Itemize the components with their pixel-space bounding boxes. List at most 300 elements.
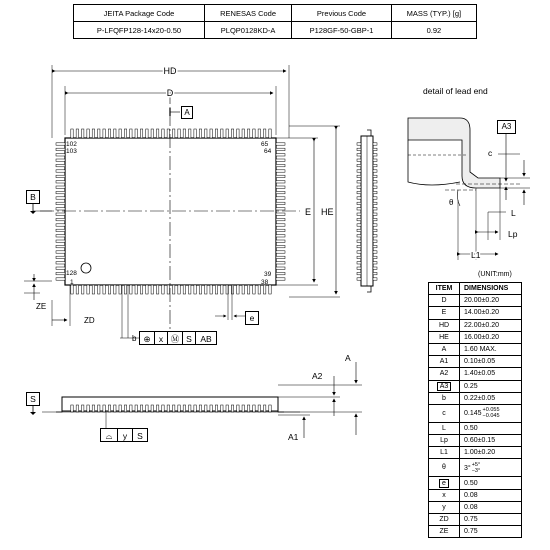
datum-s-ref: S <box>133 428 148 442</box>
lead <box>199 129 201 138</box>
lead <box>56 245 65 247</box>
front-side-view <box>30 353 362 442</box>
a2-label: A2 <box>312 371 323 381</box>
lead <box>357 267 361 269</box>
item-cell <box>429 380 460 392</box>
dimension-value: 1.40±0.05 <box>464 370 496 378</box>
lead <box>56 262 65 264</box>
lead <box>56 218 65 220</box>
item-name: D <box>441 297 447 305</box>
dimension-cell <box>460 435 522 447</box>
item-name: L <box>442 424 446 432</box>
lead <box>221 405 223 412</box>
lead <box>151 129 153 138</box>
lead <box>194 285 196 294</box>
lead <box>215 405 217 412</box>
lead <box>253 405 255 412</box>
lead <box>276 256 285 258</box>
header-cell: Previous Code <box>292 5 392 22</box>
lead <box>373 267 377 269</box>
item-name: L1 <box>440 449 448 457</box>
lead <box>357 175 361 177</box>
lead <box>151 285 153 294</box>
lead <box>119 129 121 138</box>
pin-64-label: 64 <box>264 148 272 155</box>
lead <box>56 143 65 145</box>
lead <box>276 245 285 247</box>
dimension-value: 3° <box>464 464 471 472</box>
b-label: b <box>132 334 137 343</box>
lead <box>276 272 285 274</box>
pin1-index-mark <box>81 263 91 273</box>
lead <box>56 186 65 188</box>
dimension-value: 0.25 <box>464 382 478 390</box>
zd-label: ZD <box>84 316 95 325</box>
lead <box>373 181 377 183</box>
item-cell <box>429 331 460 343</box>
table-row <box>429 319 522 331</box>
lead <box>231 129 233 138</box>
lead <box>172 129 174 138</box>
lead <box>205 405 207 412</box>
lead <box>237 129 239 138</box>
dimension-value: 1.00±0.20 <box>464 449 496 457</box>
table-row <box>429 392 522 404</box>
lead <box>76 405 78 412</box>
dimension-cell <box>460 368 522 380</box>
header-cell: MASS (TYP.) [g] <box>391 5 476 22</box>
lead <box>162 285 164 294</box>
lead <box>56 175 65 177</box>
lead <box>199 285 201 294</box>
lead <box>357 272 361 274</box>
package-body <box>65 138 276 285</box>
lead <box>276 170 285 172</box>
table-row <box>429 295 522 307</box>
lead <box>357 251 361 253</box>
lead <box>357 262 361 264</box>
dimension-cell <box>460 422 522 434</box>
lead <box>263 405 265 412</box>
dimension-cell <box>460 514 522 526</box>
item-cell <box>429 435 460 447</box>
header-cell: JEITA Package Code <box>74 5 205 22</box>
table-row <box>429 459 522 477</box>
lead <box>103 285 105 294</box>
lead <box>276 224 285 226</box>
lead <box>276 208 285 210</box>
mmc-symbol-icon: Ⓜ <box>168 331 183 345</box>
lead <box>373 278 377 280</box>
lead <box>135 405 137 412</box>
lead <box>357 245 361 247</box>
item-name: y <box>442 503 446 511</box>
dimension-cell <box>460 447 522 459</box>
lead <box>247 285 249 294</box>
lead <box>373 164 377 166</box>
dimension-cell <box>460 392 522 404</box>
lead <box>357 278 361 280</box>
lead <box>357 229 361 231</box>
datum-a-box: A <box>181 106 193 119</box>
pin-1-label: 1 <box>70 279 74 286</box>
lead <box>194 129 196 138</box>
lead <box>357 154 361 156</box>
dimension-cell <box>460 526 522 538</box>
lead <box>276 240 285 242</box>
lead <box>135 285 137 294</box>
table-row <box>429 435 522 447</box>
position-tolerance-frame <box>139 331 217 345</box>
lead <box>71 285 73 294</box>
dimension-value: 0.22±0.05 <box>464 394 496 402</box>
tolerance-stack <box>483 407 500 419</box>
lead <box>276 154 285 156</box>
lead <box>357 202 361 204</box>
lead <box>98 129 100 138</box>
e-label: E <box>305 207 312 217</box>
lead <box>124 285 126 294</box>
item-name: HD <box>438 321 450 329</box>
lead <box>276 159 285 161</box>
lead <box>194 405 196 412</box>
lead <box>357 181 361 183</box>
left-leads <box>56 143 65 280</box>
item-name: A2 <box>439 370 449 378</box>
l1-label: L1 <box>471 250 481 260</box>
lead <box>156 405 158 412</box>
tolerance-value: +0.055 <box>482 407 500 414</box>
lead <box>56 191 65 193</box>
flatness-symbol-icon: ⌓ <box>100 428 118 442</box>
lead <box>237 285 239 294</box>
table-row <box>429 331 522 343</box>
lead <box>189 285 191 294</box>
hd-label: HD <box>163 66 177 76</box>
lead <box>71 405 73 412</box>
lead <box>56 197 65 199</box>
table-row <box>429 514 522 526</box>
dimensions-table <box>428 282 522 538</box>
item-cell <box>429 368 460 380</box>
lead <box>276 186 285 188</box>
dimensions-header-cell: DIMENSIONS <box>460 283 522 295</box>
lead <box>373 186 377 188</box>
lead <box>199 405 201 412</box>
lead <box>276 175 285 177</box>
lp-label: Lp <box>508 229 518 239</box>
dimension-value: 0.75 <box>464 528 478 536</box>
datum-b-box: B <box>26 190 40 204</box>
lead <box>357 197 361 199</box>
dimension-cell <box>460 477 522 489</box>
lead <box>258 405 260 412</box>
c-label: c <box>488 148 493 158</box>
lead <box>263 285 265 294</box>
item-name: A <box>441 346 447 354</box>
a1-label: A1 <box>288 432 299 442</box>
lead <box>373 159 377 161</box>
lead <box>357 148 361 150</box>
l-label: L <box>511 208 516 218</box>
lead <box>247 405 249 412</box>
item-name: HE <box>439 333 449 341</box>
lead <box>276 202 285 204</box>
lead <box>357 191 361 193</box>
lead <box>205 285 207 294</box>
lead <box>215 129 217 138</box>
dimension-cell <box>460 295 522 307</box>
lead <box>162 405 164 412</box>
item-name: b <box>442 394 446 402</box>
item-cell <box>429 514 460 526</box>
table-row <box>429 489 522 501</box>
lead <box>357 224 361 226</box>
lead <box>373 218 377 220</box>
lead <box>258 285 260 294</box>
lead <box>258 129 260 138</box>
lead <box>357 256 361 258</box>
dimension-value: 0.10±0.05 <box>464 358 496 366</box>
datum-s-ref: S <box>183 331 196 345</box>
lead <box>56 164 65 166</box>
lead <box>140 285 142 294</box>
lead <box>146 285 148 294</box>
lead <box>114 129 116 138</box>
lead <box>276 278 285 280</box>
lead <box>276 148 285 150</box>
datum-a3-box: A3 <box>497 120 516 134</box>
lead <box>56 235 65 237</box>
lead <box>146 129 148 138</box>
lead <box>357 213 361 215</box>
table-row <box>429 343 522 355</box>
lead <box>87 129 89 138</box>
lead <box>276 164 285 166</box>
pin-65-label: 65 <box>261 141 269 148</box>
lead <box>357 170 361 172</box>
item-cell <box>429 319 460 331</box>
value-cell: 0.92 <box>391 22 476 39</box>
lead <box>189 405 191 412</box>
dimension-value: 14.00±0.20 <box>464 309 499 317</box>
ze-label: ZE <box>36 302 47 311</box>
lead <box>373 213 377 215</box>
tolerance-x: x <box>155 331 168 345</box>
dimension-cell <box>460 307 522 319</box>
lead <box>357 208 361 210</box>
lead <box>56 159 65 161</box>
lead <box>263 129 265 138</box>
item-cell <box>429 459 460 477</box>
lead <box>269 285 271 294</box>
lead <box>124 129 126 138</box>
lead <box>253 285 255 294</box>
lead <box>373 229 377 231</box>
lead <box>56 272 65 274</box>
lead <box>178 405 180 412</box>
item-name: ZD <box>439 516 449 524</box>
lead <box>108 405 110 412</box>
table-row <box>429 368 522 380</box>
dimension-cell <box>460 404 522 422</box>
item-name: θ <box>442 464 446 472</box>
item-cell <box>429 307 460 319</box>
lead <box>276 267 285 269</box>
tolerance-value: −0.045 <box>482 413 500 420</box>
item-cell <box>429 343 460 355</box>
item-cell <box>429 477 460 489</box>
pin-39-label: 39 <box>264 271 272 278</box>
position-symbol-icon: ⊕ <box>139 331 155 345</box>
lead <box>172 285 174 294</box>
lead <box>103 129 105 138</box>
lead <box>56 148 65 150</box>
lead <box>373 143 377 145</box>
table-row <box>429 380 522 392</box>
lead <box>276 262 285 264</box>
lead <box>231 285 233 294</box>
lead <box>373 154 377 156</box>
lead <box>98 405 100 412</box>
lead <box>82 285 84 294</box>
lead <box>253 129 255 138</box>
lead <box>82 405 84 412</box>
lead <box>373 235 377 237</box>
lead <box>183 129 185 138</box>
lead <box>242 405 244 412</box>
lead <box>247 129 249 138</box>
pin-128-label: 128 <box>66 270 77 277</box>
lead <box>242 285 244 294</box>
value-cell: P128GF-50-GBP-1 <box>292 22 392 39</box>
item-name: x <box>442 491 446 499</box>
lead <box>56 256 65 258</box>
lead <box>167 405 169 412</box>
dimension-cell <box>460 380 522 392</box>
right-leads <box>276 143 285 280</box>
lead <box>146 405 148 412</box>
lead <box>92 285 94 294</box>
item-cell <box>429 422 460 434</box>
lead <box>178 129 180 138</box>
lead <box>119 285 121 294</box>
dimension-value: 1.60 MAX. <box>464 346 497 354</box>
dimension-cell <box>460 356 522 368</box>
lead <box>357 143 361 145</box>
lead <box>114 285 116 294</box>
right-side-view <box>357 130 377 292</box>
lead <box>373 245 377 247</box>
lead <box>357 240 361 242</box>
lead <box>92 405 94 412</box>
lead <box>167 129 169 138</box>
item-cell <box>429 501 460 513</box>
a-label: A <box>345 353 351 363</box>
lead <box>103 405 105 412</box>
item-name: A3 <box>437 382 452 391</box>
dimension-value: 20.00±0.20 <box>464 297 499 305</box>
datum-s-box: S <box>26 392 40 406</box>
lead <box>221 285 223 294</box>
dimension-cell <box>460 501 522 513</box>
lead <box>373 256 377 258</box>
dimension-cell <box>460 331 522 343</box>
e-pitch-box: e <box>245 311 259 325</box>
table-row <box>429 404 522 422</box>
lead <box>269 129 271 138</box>
lead <box>151 405 153 412</box>
lead <box>276 181 285 183</box>
dimension-value: 0.50 <box>464 479 478 487</box>
lead <box>210 129 212 138</box>
header-cell: RENESAS Code <box>204 5 291 22</box>
lead <box>373 197 377 199</box>
tolerance-y: y <box>118 428 133 442</box>
lead <box>357 218 361 220</box>
lead <box>276 143 285 145</box>
lead <box>183 405 185 412</box>
dimensions-header-row <box>429 283 522 295</box>
dimension-value: 0.08 <box>464 503 478 511</box>
lead <box>119 405 121 412</box>
lead <box>56 181 65 183</box>
lead <box>373 148 377 150</box>
lead <box>130 285 132 294</box>
dimension-value: 22.00±0.20 <box>464 321 499 329</box>
lead <box>56 240 65 242</box>
lead <box>357 235 361 237</box>
table-row <box>429 447 522 459</box>
lead <box>92 129 94 138</box>
pin-102-label: 102 <box>66 141 77 148</box>
lead <box>124 405 126 412</box>
lead <box>87 405 89 412</box>
lead <box>56 170 65 172</box>
item-name: c <box>442 409 446 417</box>
lead <box>140 129 142 138</box>
theta-label: θ <box>449 198 454 207</box>
lead <box>82 129 84 138</box>
lead <box>215 285 217 294</box>
lead <box>183 285 185 294</box>
lead <box>373 262 377 264</box>
bottom-leads <box>71 285 271 294</box>
item-cell <box>429 392 460 404</box>
lead-detail-view <box>408 86 530 260</box>
lead <box>269 405 271 412</box>
dimension-cell <box>460 459 522 477</box>
dimension-value: 0.08 <box>464 491 478 499</box>
table-row <box>429 422 522 434</box>
lead <box>373 175 377 177</box>
lead <box>237 405 239 412</box>
lead <box>56 278 65 280</box>
table-row <box>429 307 522 319</box>
item-cell <box>429 356 460 368</box>
lead <box>56 154 65 156</box>
value-cell: P-LFQFP128-14x20-0.50 <box>74 22 205 39</box>
item-cell <box>429 526 460 538</box>
lead <box>242 129 244 138</box>
lead <box>71 129 73 138</box>
lead <box>276 218 285 220</box>
lead <box>56 251 65 253</box>
detail-title: detail of lead end <box>423 86 488 96</box>
dimension-value: 0.50 <box>464 424 478 432</box>
dimension-value: 0.145 <box>464 410 482 418</box>
lead <box>56 208 65 210</box>
